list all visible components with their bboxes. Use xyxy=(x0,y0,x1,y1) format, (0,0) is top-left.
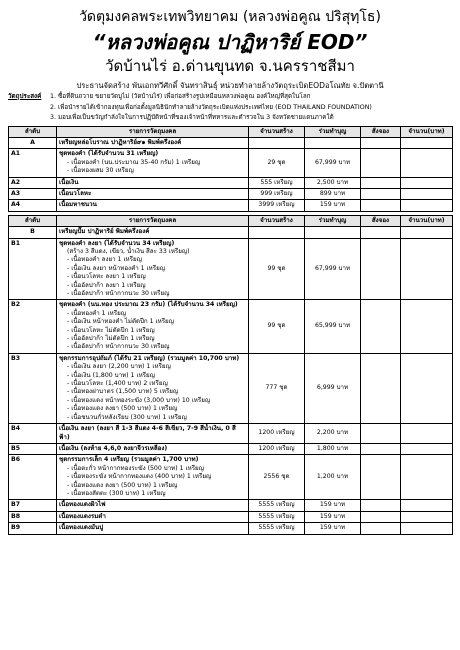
objective-item: 2. เพื่อนำรายได้เข้ากองทุนเพื่อก่อตั้งมูลนิธินักทำลายล้างวัตถุระเบิดแห่งประเทศไทย (EOD THAILAND FOUNDATION) xyxy=(50,103,372,111)
item-detail: - เนื้อเงิน ลงยา (2,200 บาท) 1 เหรียญ xyxy=(67,363,171,371)
section-a-table xyxy=(8,126,453,212)
item-description xyxy=(57,424,249,444)
item-price: 2,200 บาท xyxy=(305,424,361,444)
item-detail: - เนื้อทองฝาบาตร (1,500 บาท) 5 เหรียญ xyxy=(67,388,179,396)
item-amount xyxy=(401,149,453,177)
item-code: A4 xyxy=(9,200,57,211)
item-order xyxy=(361,238,401,300)
organizer-line: ประธานจัดสร้าง พันเอกทวีศักดิ์ จันทราสินธุ์ หน่วยทำลายล้างวัตถุระเบิดEODอโณทัย จ.ปัตตานี xyxy=(76,81,384,90)
item-detail: - เนื้อเงิน ลงยา หน้าทองคำ 1 เหรียญ xyxy=(67,264,165,272)
item-amount xyxy=(401,443,453,454)
table-row xyxy=(9,353,453,423)
item-description xyxy=(57,523,249,534)
item-amount xyxy=(401,424,453,444)
item-detail: - เนื้อทองระฆัง หน้ากากทองแดง (400 บาท) 1 เหรียญ xyxy=(67,473,212,481)
item-detail: (สร้าง 3 สีแดง, เขียว, น้ำเงิน สีละ 33 เหรียญ) xyxy=(67,247,190,255)
section-title: เหรียญปั๊ม ปาฏิหาริย์ พิมพ์ครึ่งองค์ xyxy=(57,227,249,238)
table-row xyxy=(9,200,453,211)
item-detail: - เนื้อทองคำ ลงยา 1 เหรียญ xyxy=(67,256,142,264)
table-header xyxy=(9,126,453,137)
item-code: B8 xyxy=(9,511,57,522)
item-code: A3 xyxy=(9,188,57,199)
col-header: ร่วมทำบุญ xyxy=(305,126,361,137)
item-order xyxy=(361,188,401,199)
item-price: 67,999 บาท xyxy=(305,149,361,177)
item-order xyxy=(361,353,401,423)
item-description xyxy=(57,455,249,500)
item-amount xyxy=(401,511,453,522)
item-order xyxy=(361,455,401,500)
col-header: จำนวนสร้าง xyxy=(249,215,305,226)
item-price: 65,999 บาท xyxy=(305,300,361,353)
table-row xyxy=(9,149,453,177)
item-amount xyxy=(401,300,453,353)
table-row xyxy=(9,523,453,534)
item-detail: - เนื้ออัลปาก้า ไม่ตัดปีก 1 เหรียญ xyxy=(67,335,155,343)
item-order xyxy=(361,443,401,454)
item-description xyxy=(57,300,249,353)
item-name: เนื้อทองแดงรมดำ xyxy=(59,512,106,520)
table-row xyxy=(9,500,453,511)
item-quantity: 777 ชุด xyxy=(249,353,305,423)
objectives-label: วัตถุประสงค์ xyxy=(8,93,42,100)
item-price: 899 บาท xyxy=(305,188,361,199)
item-code: B5 xyxy=(9,443,57,454)
item-description xyxy=(57,200,249,211)
item-amount xyxy=(401,188,453,199)
item-code: A2 xyxy=(9,177,57,188)
col-header: ลำดับ xyxy=(9,215,57,226)
col-header: จำนวนสร้าง xyxy=(249,126,305,137)
table-row xyxy=(9,238,453,300)
item-description xyxy=(57,500,249,511)
col-header: จำนวน(บาท) xyxy=(401,126,453,137)
section-title: เหรียญหล่อโบราณ ปาฏิหาริย์๙๑ พิมพ์ครึ่งองค์ xyxy=(57,137,249,148)
item-quantity: 99 ชุด xyxy=(249,300,305,353)
item-quantity: 5555 เหรียญ xyxy=(249,523,305,534)
col-header: สั่งจอง xyxy=(361,126,401,137)
item-quantity: 3999 เหรียญ xyxy=(249,200,305,211)
item-code: B6 xyxy=(9,455,57,500)
objectives xyxy=(8,92,452,123)
item-description xyxy=(57,238,249,300)
item-name: ชุดทองคำ (ได้รับจำนวน 31 เหรียญ) xyxy=(59,150,159,158)
item-price: 159 บาท xyxy=(305,523,361,534)
item-price: 1,200 บาท xyxy=(305,455,361,500)
item-amount xyxy=(401,238,453,300)
item-description xyxy=(57,188,249,199)
section-code: B xyxy=(9,227,57,238)
item-name: เนื้อทองแดงผิวไฟ xyxy=(59,501,106,509)
table-header xyxy=(9,215,453,226)
item-code: B4 xyxy=(9,424,57,444)
item-detail: - เนื้อทองคำ (นน.ประมาณ 35-40 กรัม) 1 เหรียญ xyxy=(67,158,201,166)
section-row xyxy=(9,137,453,148)
item-description xyxy=(57,443,249,454)
item-name: ชุดทองคำ (นน.ทอง ประมาณ 23 กรัม) (ได้รับจำนวน 34 เหรียญ) xyxy=(59,301,238,309)
section-b-table xyxy=(8,215,453,535)
item-code: B7 xyxy=(9,500,57,511)
item-name: ชุดกรรมการอุปถัมภ์ (ได้รับ 21 เหรียญ) (รวมมูลค่า 10,700 บาท) xyxy=(59,354,240,362)
item-code: B9 xyxy=(9,523,57,534)
item-detail: - เนื้อทองผสม 30 เหรียญ xyxy=(67,167,134,175)
item-detail: - เนื้อตะกั่ว หน้ากากทองระฆัง (500 บาท) 1 เหรียญ xyxy=(67,464,204,472)
objective-item: 3. มอบเพื่อเป็นขวัญกำลังใจในการปฏิบัติหน้าที่ของเจ้าหน้าที่ทหารและตำรวจใน 3 จังหวัดชายแดนภาคใต้ xyxy=(50,114,334,121)
item-code: B2 xyxy=(9,300,57,353)
item-description xyxy=(57,149,249,177)
item-code: A1 xyxy=(9,149,57,177)
location-line: วัดบ้านไร่ อ.ด่านขุนทด จ.นครราชสีมา xyxy=(105,57,355,75)
item-detail: - เนื้อทองแดง หน้าทองระฆัง (3,000 บาท) 10 เหรียญ xyxy=(67,396,211,404)
table-row xyxy=(9,511,453,522)
item-quantity: 99 ชุด xyxy=(249,238,305,300)
item-quantity: 555 เหรียญ xyxy=(249,177,305,188)
page-title: “หลวงพ่อคูณ ปาฏิหาริย์ EOD” xyxy=(92,30,368,54)
item-detail: - เนื้อทองแดง ลงยา (500 บาท) 1 เหรียญ xyxy=(67,481,178,489)
item-order xyxy=(361,424,401,444)
item-quantity: 5555 เหรียญ xyxy=(249,511,305,522)
item-quantity: 999 เหรียญ xyxy=(249,188,305,199)
item-amount xyxy=(401,200,453,211)
item-description xyxy=(57,177,249,188)
item-name: เนื้อมหาชนวน xyxy=(59,201,97,209)
item-detail: - เนื้อทองคำ 1 เหรียญ xyxy=(67,309,126,317)
item-description xyxy=(57,511,249,522)
item-price: 67,999 บาท xyxy=(305,238,361,300)
item-name: เนื้อนวโลหะ xyxy=(59,189,92,197)
item-amount xyxy=(401,455,453,500)
item-quantity: 29 ชุด xyxy=(249,149,305,177)
item-detail: - เนื้อชนวนกั่วหลังเรียบ (300 บาท) 1 เหรียญ xyxy=(67,413,187,421)
item-price: 2,500 บาท xyxy=(305,177,361,188)
item-detail: - เนื้อทองสัตตะ (300 บาท) 1 เหรียญ xyxy=(67,489,166,497)
table-row xyxy=(9,300,453,353)
item-price: 1,800 บาท xyxy=(305,443,361,454)
item-order xyxy=(361,300,401,353)
item-amount xyxy=(401,500,453,511)
item-order xyxy=(361,500,401,511)
item-description xyxy=(57,353,249,423)
table-row xyxy=(9,177,453,188)
col-header: สั่งจอง xyxy=(361,215,401,226)
table-row xyxy=(9,188,453,199)
item-detail: - เนื้อเงิน (1,800 บาท) 1 เหรียญ xyxy=(67,371,155,379)
item-order xyxy=(361,177,401,188)
item-name: ชุดกรรมการเล็ก 4 เหรียญ (รวมมูลค่า 1,700 บาท) xyxy=(59,456,199,464)
col-header: จำนวน(บาท) xyxy=(401,215,453,226)
item-quantity: 2556 ชุด xyxy=(249,455,305,500)
item-name: เนื้อเงิน (ลงท้าย 4,6,0 ลงยาจีวรเหลือง) xyxy=(59,444,168,452)
objective-item: 1. ซื้อที่ดินถวาย ขยายวัดบูไม่ (วัดบ้านไร่) เพื่อก่อสร้างรูปเหมือนหลวงพ่อคูณ องค์ใหญ่ที่สุดในโลก xyxy=(50,93,311,100)
item-name: เนื้อเงิน ลงยา (ลงยา สี 1-3 สีแดง 4-6 สีเขียว, 7-9 สีน้ำเงิน, 0 สีฟ้า) xyxy=(59,425,236,441)
table-row xyxy=(9,424,453,444)
item-amount xyxy=(401,353,453,423)
item-name: ชุดทองคำ ลงยา (ได้รับจำนวน 34 เหรียญ) xyxy=(59,239,175,247)
item-detail: - เนื้อนวโลหะ (1,400 บาท) 2 เหรียญ xyxy=(67,380,168,388)
item-detail: - เนื้อเงิน หน้าทองคำ ไม่ตัดปีก 1 เหรียญ xyxy=(67,318,174,326)
table-row xyxy=(9,455,453,500)
item-detail: - เนื้อนวโลหะ ไม่ตัดปีก 1 เหรียญ xyxy=(67,326,155,334)
item-amount xyxy=(401,177,453,188)
item-price: 6,999 บาท xyxy=(305,353,361,423)
item-amount xyxy=(401,523,453,534)
item-price: 159 บาท xyxy=(305,511,361,522)
item-order xyxy=(361,149,401,177)
item-order xyxy=(361,200,401,211)
item-price: 159 บาท xyxy=(305,200,361,211)
item-detail: - เนื้อนวโลหะ ลงยา 1 เหรียญ xyxy=(67,273,146,281)
item-order xyxy=(361,511,401,522)
item-price: 159 บาท xyxy=(305,500,361,511)
table-row xyxy=(9,443,453,454)
item-order xyxy=(361,523,401,534)
item-code: B3 xyxy=(9,353,57,423)
section-row xyxy=(9,227,453,238)
item-detail: - เนื้ออัลปาก้า หน้ากากนวะ 30 เหรียญ xyxy=(67,290,170,297)
col-header: ลำดับ xyxy=(9,126,57,137)
section-code: A xyxy=(9,137,57,148)
item-name: เนื้อเงิน xyxy=(59,178,79,186)
item-name: เนื้อทองแดงมันปู xyxy=(59,524,104,532)
col-header: รายการวัตถุมงคล xyxy=(57,215,249,226)
col-header: รายการวัตถุมงคล xyxy=(57,126,249,137)
item-detail: - เนื้อทองแดง ลงยา (500 บาท) 1 เหรียญ xyxy=(67,405,178,413)
item-quantity: 1200 เหรียญ xyxy=(249,424,305,444)
item-quantity: 1200 เหรียญ xyxy=(249,443,305,454)
col-header: ร่วมทำบุญ xyxy=(305,215,361,226)
item-quantity: 5555 เหรียญ xyxy=(249,500,305,511)
item-detail: - เนื้ออัลปาก้า ลงยา 1 เหรียญ xyxy=(67,281,146,289)
item-detail: - เนื้ออัลปาก้า หน้ากากนวะ 30 เหรียญ xyxy=(67,343,170,351)
temple-name: วัดตุมงคลพระเทพวิทยาคม (หลวงพ่อคูณ ปริสุทฺโธ) xyxy=(79,9,381,25)
item-code: B1 xyxy=(9,238,57,300)
